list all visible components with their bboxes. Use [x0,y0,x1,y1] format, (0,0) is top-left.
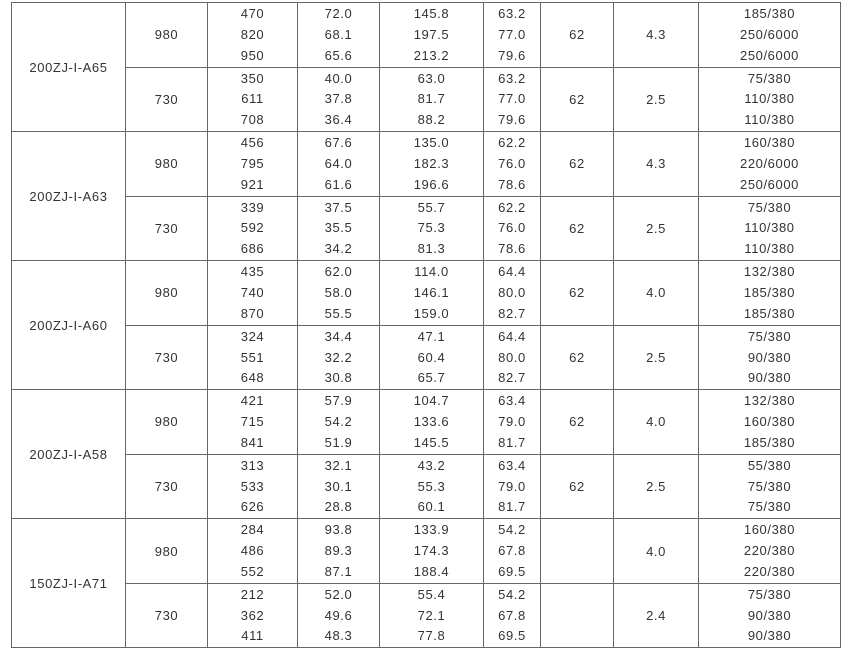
motor-cell [699,196,841,261]
efficiency-cell-value: 79.0 [498,414,526,430]
motor-cell-value: 75/380 [747,199,792,215]
power-cell [380,583,484,648]
efficiency-cell-value: 79.6 [498,112,526,128]
table-row [12,67,841,132]
power-cell-value: 77.8 [417,628,446,644]
motor-cell-value: 90/380 [747,628,792,644]
motor-cell-value: 185/380 [743,6,796,21]
motor-cell [699,325,841,390]
efficiency-cell-value: 80.0 [498,284,526,300]
efficiency-cell [484,3,541,68]
efficiency-cell-value: 76.0 [498,155,526,171]
efficiency-cell-value: 69.5 [498,563,526,579]
head-cell-value: 34.4 [324,328,353,344]
efficiency-cell-value: 64.4 [498,264,526,280]
power-cell-value: 145.5 [413,434,450,450]
flow-cell [208,583,298,648]
power-cell-value: 213.2 [413,47,450,63]
efficiency-cell-value: 63.2 [498,6,526,21]
flow-cell-value: 313 [240,457,265,473]
power-cell [380,390,484,455]
head-cell-value: 51.9 [324,434,353,450]
power-cell-value: 114.0 [414,264,449,280]
head-cell [298,583,380,648]
power-cell-value: 145.8 [413,6,450,21]
head-cell-value: 55.5 [324,305,353,321]
efficiency-cell-value: 81.7 [498,434,526,450]
head-cell [298,3,380,68]
flow-cell-value: 362 [240,607,265,623]
head-cell-value: 35.5 [324,220,353,236]
flow-cell [208,67,298,132]
model-cell: 200ZJ-I-A58 [12,390,126,519]
param-cell: 2.5 [614,196,699,261]
power-cell-value: 135.0 [413,135,450,151]
speed-cell: 980 [126,519,208,584]
flow-cell-value: 686 [240,241,265,257]
power-cell-value: 81.7 [417,91,446,107]
table-row [12,261,841,326]
param-cell: 4.3 [614,132,699,197]
head-cell-value: 34.2 [324,241,353,257]
speed-cell: 730 [126,454,208,519]
power-cell-value: 60.4 [417,349,446,365]
param-cell: 2.4 [614,583,699,648]
head-cell-value: 93.8 [324,522,353,538]
power-cell-value: 196.6 [413,176,450,192]
speed-cell: 980 [126,390,208,455]
efficiency-cell-value: 77.0 [498,26,526,42]
head-cell-value: 48.3 [324,628,353,644]
speed-cell: 980 [126,132,208,197]
head-cell-value: 65.6 [324,47,353,63]
efficiency-cell-value: 77.0 [498,91,526,107]
flow-cell-value: 611 [241,91,264,107]
table-row [12,583,841,648]
flow-cell-value: 592 [240,220,265,236]
power-cell-value: 174.3 [413,543,450,559]
efficiency-cell-value: 76.0 [498,220,526,236]
motor-cell-value: 250/6000 [739,176,800,192]
power-cell-value: 104.7 [413,393,450,409]
motor-cell-value: 220/380 [743,563,796,579]
npsh-cell: 62 [541,325,614,390]
efficiency-cell [484,390,541,455]
efficiency-cell [484,132,541,197]
param-cell: 2.5 [614,325,699,390]
motor-cell-value: 160/380 [743,414,796,430]
efficiency-cell [484,325,541,390]
speed-cell: 730 [126,583,208,648]
flow-cell-value: 411 [241,628,264,644]
motor-cell [699,3,841,68]
head-cell-value: 37.8 [324,91,353,107]
pump-performance-table [11,2,841,648]
speed-cell: 980 [126,261,208,326]
flow-cell [208,261,298,326]
power-cell-value: 43.2 [417,457,446,473]
efficiency-cell-value: 69.5 [498,628,526,644]
efficiency-cell-value: 62.2 [498,135,526,151]
flow-cell-value: 552 [240,563,265,579]
motor-cell-value: 132/380 [743,264,796,280]
flow-cell-value: 626 [240,499,265,515]
motor-cell-value: 250/6000 [739,47,800,63]
efficiency-cell [484,583,541,648]
head-cell-value: 67.6 [324,135,353,151]
flow-cell [208,132,298,197]
power-cell-value: 72.1 [417,607,446,623]
head-cell-value: 30.1 [324,478,353,494]
head-cell-value: 64.0 [324,155,353,171]
head-cell [298,67,380,132]
flow-cell-value: 456 [240,135,265,151]
npsh-cell: 62 [541,390,614,455]
head-cell [298,519,380,584]
motor-cell-value: 185/380 [743,434,796,450]
power-cell-value: 55.4 [417,586,446,602]
motor-cell-value: 75/380 [747,499,792,515]
flow-cell-value: 324 [240,328,265,344]
head-cell-value: 57.9 [324,393,353,409]
speed-cell: 730 [126,325,208,390]
motor-cell [699,583,841,648]
motor-cell-value: 185/380 [743,284,796,300]
power-cell-value: 88.2 [417,112,446,128]
efficiency-cell-value: 78.6 [498,176,526,192]
head-cell-value: 40.0 [324,70,353,86]
flow-cell-value: 841 [240,434,265,450]
power-cell [380,519,484,584]
motor-cell-value: 75/380 [747,70,792,86]
power-cell [380,261,484,326]
power-cell [380,3,484,68]
motor-cell [699,132,841,197]
flow-cell-value: 795 [240,155,265,171]
flow-cell-value: 421 [240,393,265,409]
motor-cell-value: 160/380 [743,135,796,151]
npsh-cell [541,583,614,648]
efficiency-cell-value: 78.6 [498,241,526,257]
flow-cell-value: 470 [240,6,265,21]
table-row [12,196,841,261]
motor-cell [699,519,841,584]
head-cell-value: 49.6 [324,607,353,623]
param-cell: 2.5 [614,454,699,519]
efficiency-cell-value: 62.2 [498,199,526,215]
motor-cell-value: 90/380 [747,370,792,386]
flow-cell [208,454,298,519]
efficiency-cell [484,519,541,584]
power-cell-value: 47.1 [417,328,446,344]
motor-cell [699,67,841,132]
power-cell-value: 60.1 [417,499,446,515]
efficiency-cell-value: 63.2 [498,70,526,86]
table-row [12,3,841,68]
flow-cell [208,519,298,584]
motor-cell-value: 220/6000 [739,155,800,171]
motor-cell-value: 160/380 [743,522,796,538]
efficiency-cell-value: 80.0 [498,349,526,365]
motor-cell-value: 110/380 [744,220,795,236]
power-cell-value: 197.5 [413,26,450,42]
flow-cell-value: 708 [240,112,265,128]
efficiency-cell-value: 79.6 [498,47,526,63]
npsh-cell [541,519,614,584]
head-cell-value: 62.0 [324,264,353,280]
flow-cell-value: 486 [240,543,265,559]
efficiency-cell [484,196,541,261]
flow-cell [208,3,298,68]
npsh-cell: 62 [541,454,614,519]
efficiency-cell-value: 54.2 [498,586,526,602]
efficiency-cell-value: 82.7 [498,305,526,321]
motor-cell-value: 250/6000 [739,26,800,42]
flow-cell-value: 350 [240,70,265,86]
param-cell: 4.0 [614,390,699,455]
efficiency-cell [484,261,541,326]
motor-cell [699,454,841,519]
power-cell-value: 133.6 [413,414,450,430]
power-cell-value: 75.3 [417,220,446,236]
flow-cell-value: 212 [240,586,265,602]
motor-cell-value: 75/380 [747,478,792,494]
power-cell-value: 55.7 [417,199,446,215]
power-cell-value: 159.0 [413,305,450,321]
npsh-cell: 62 [541,196,614,261]
efficiency-cell-value: 63.4 [498,393,526,409]
head-cell-value: 30.8 [324,370,353,386]
head-cell-value: 28.8 [324,499,353,515]
motor-cell-value: 110/380 [744,112,795,128]
efficiency-cell-value: 63.4 [498,457,526,473]
speed-cell: 730 [126,67,208,132]
npsh-cell: 62 [541,3,614,68]
head-cell-value: 68.1 [324,26,353,42]
efficiency-cell-value: 54.2 [498,522,526,538]
flow-cell [208,196,298,261]
motor-cell-value: 132/380 [743,393,796,409]
power-cell-value: 133.9 [413,522,450,538]
table-row [12,132,841,197]
motor-cell [699,390,841,455]
head-cell-value: 52.0 [324,586,353,602]
head-cell-value: 54.2 [324,414,353,430]
motor-cell-value: 75/380 [747,586,792,602]
power-cell-value: 146.1 [413,284,450,300]
flow-cell-value: 435 [240,264,265,280]
efficiency-cell [484,67,541,132]
model-cell: 200ZJ-I-A63 [12,132,126,261]
model-cell: 150ZJ-I-A71 [12,519,126,648]
flow-cell-value: 648 [240,370,265,386]
table-body [12,3,841,648]
head-cell-value: 32.1 [324,457,353,473]
motor-cell-value: 90/380 [747,607,792,623]
head-cell [298,132,380,197]
head-cell [298,454,380,519]
power-cell-value: 65.7 [417,370,446,386]
efficiency-cell-value: 64.4 [498,328,526,344]
npsh-cell: 62 [541,261,614,326]
efficiency-cell-value: 67.8 [498,607,526,623]
table-row [12,519,841,584]
model-cell: 200ZJ-I-A60 [12,261,126,390]
motor-cell-value: 220/380 [743,543,796,559]
motor-cell [699,261,841,326]
power-cell [380,454,484,519]
param-cell: 4.3 [614,3,699,68]
flow-cell [208,390,298,455]
table-row [12,325,841,390]
efficiency-cell-value: 79.0 [498,478,526,494]
flow-cell-value: 551 [240,349,265,365]
table-row [12,390,841,455]
param-cell: 4.0 [614,519,699,584]
head-cell [298,325,380,390]
model-cell: 200ZJ-I-A65 [12,3,126,132]
head-cell [298,390,380,455]
head-cell-value: 72.0 [324,6,353,21]
flow-cell [208,325,298,390]
head-cell-value: 89.3 [324,543,353,559]
head-cell [298,196,380,261]
flow-cell-value: 921 [240,176,265,192]
power-cell-value: 81.3 [417,241,446,257]
efficiency-cell-value: 67.8 [498,543,526,559]
motor-cell-value: 90/380 [747,349,792,365]
power-cell [380,196,484,261]
flow-cell-value: 740 [240,284,265,300]
npsh-cell: 62 [541,132,614,197]
head-cell-value: 37.5 [324,199,353,215]
speed-cell: 730 [126,196,208,261]
efficiency-cell [484,454,541,519]
motor-cell-value: 110/380 [744,241,795,257]
head-cell-value: 87.1 [324,563,353,579]
head-cell-value: 58.0 [324,284,353,300]
motor-cell-value: 55/380 [747,457,792,473]
param-cell: 4.0 [614,261,699,326]
head-cell-value: 36.4 [324,112,353,128]
motor-cell-value: 185/380 [743,305,796,321]
power-cell-value: 63.0 [417,70,446,86]
motor-cell-value: 110/380 [744,91,795,107]
flow-cell-value: 284 [240,522,265,538]
head-cell-value: 32.2 [324,349,353,365]
flow-cell-value: 339 [240,199,265,215]
power-cell [380,132,484,197]
table-row [12,454,841,519]
power-cell [380,67,484,132]
flow-cell-value: 533 [240,478,265,494]
param-cell: 2.5 [614,67,699,132]
head-cell-value: 61.6 [324,176,353,192]
power-cell [380,325,484,390]
npsh-cell: 62 [541,67,614,132]
flow-cell-value: 950 [240,47,265,63]
power-cell-value: 182.3 [413,155,450,171]
efficiency-cell-value: 81.7 [498,499,526,515]
speed-cell: 980 [126,3,208,68]
head-cell [298,261,380,326]
flow-cell-value: 715 [240,414,265,430]
flow-cell-value: 870 [240,305,265,321]
power-cell-value: 188.4 [413,563,450,579]
motor-cell-value: 75/380 [747,328,792,344]
power-cell-value: 55.3 [417,478,446,494]
flow-cell-value: 820 [240,26,265,42]
efficiency-cell-value: 82.7 [498,370,526,386]
